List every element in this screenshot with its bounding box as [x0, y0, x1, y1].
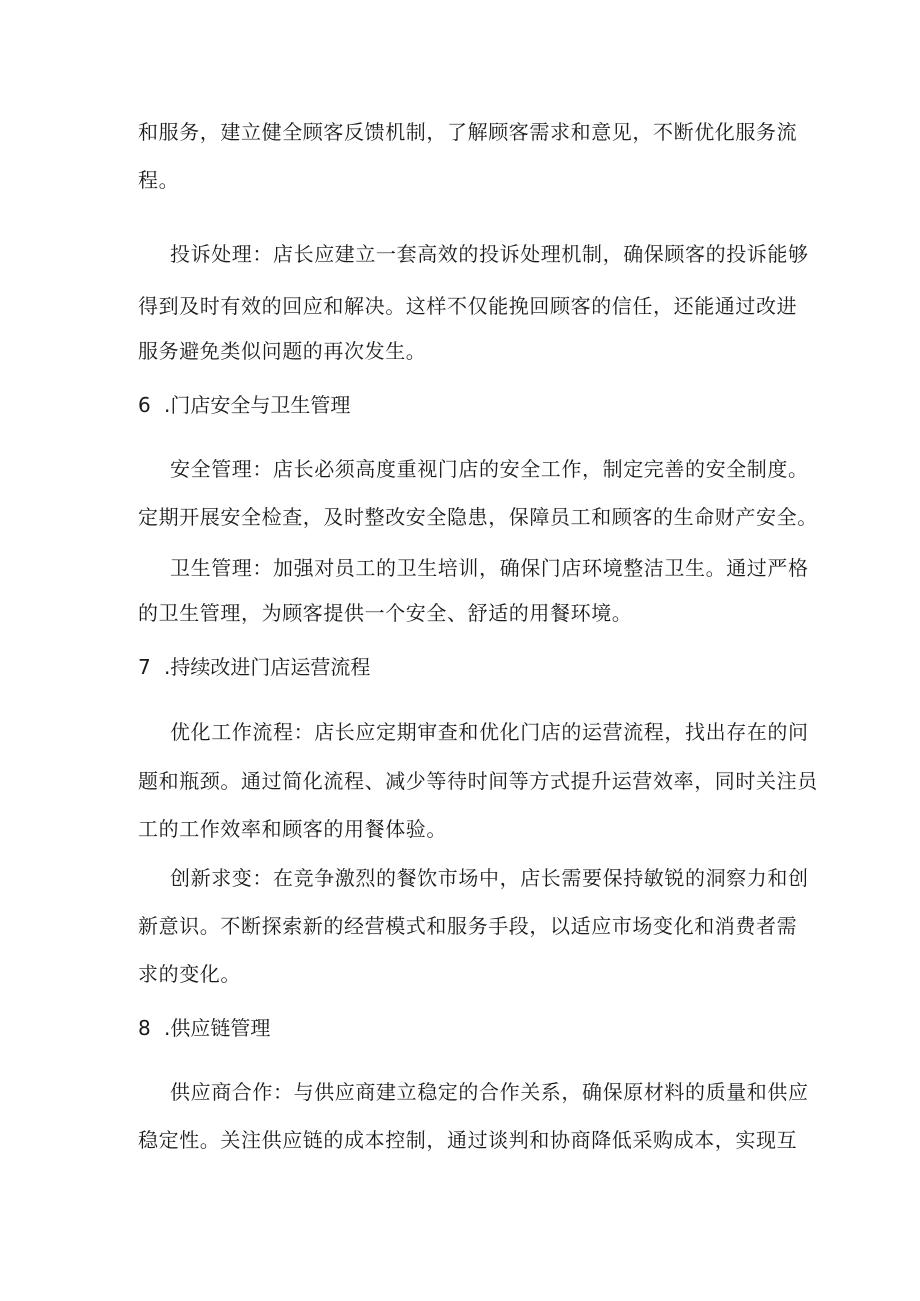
section-number: 7	[138, 655, 151, 679]
paragraph-line: 投诉处理：店长应建立一套高效的投诉处理机制，确保顾客的投诉能够	[170, 242, 809, 266]
paragraph-line: 的卫生管理，为顾客提供一个安全、舒适的用餐环境。	[138, 601, 633, 625]
paragraph-line: 创新求变：在竞争激烈的餐饮市场中，店长需要保持敏锐的洞察力和创	[170, 866, 809, 890]
paragraph-line: 服务避免类似问题的再次发生。	[138, 339, 427, 363]
paragraph-line: 和服务，建立健全顾客反馈机制，了解顾客需求和意见，不断优化服务流	[138, 120, 798, 144]
paragraph-line: 优化工作流程：店长应定期审查和优化门店的运营流程，找出存在的问	[170, 720, 809, 744]
section-heading-6	[138, 391, 350, 419]
paragraph-line: 新意识。不断探索新的经营模式和服务手段，以适应市场变化和消费者需	[138, 914, 798, 938]
paragraph-line: 安全管理：店长必须高度重视门店的安全工作，制定完善的安全制度。	[170, 457, 809, 481]
paragraph-line: 卫生管理：加强对员工的卫生培训，确保门店环境整洁卫生。通过严格	[170, 556, 809, 580]
section-title: .门店安全与卫生管理	[164, 393, 351, 417]
paragraph-line: 求的变化。	[138, 962, 241, 986]
paragraph-line: 供应商合作：与供应商建立稳定的合作关系，确保原材料的质量和供应	[170, 1080, 809, 1104]
paragraph-line: 程。	[138, 168, 180, 192]
section-heading-8	[138, 1014, 270, 1042]
paragraph-line: 得到及时有效的回应和解决。这样不仅能挽回顾客的信任，还能通过改进	[138, 294, 798, 318]
section-title: .供应链管理	[164, 1016, 271, 1040]
section-number: 8	[138, 1016, 151, 1040]
paragraph-line: 工的工作效率和顾客的用餐体验。	[138, 817, 447, 841]
section-title: .持续改进门店运营流程	[164, 655, 371, 679]
paragraph-line: 题和瓶颈。通过简化流程、减少等待时间等方式提升运营效率，同时关注员	[138, 769, 818, 793]
section-heading-7	[138, 653, 370, 681]
section-number: 6	[138, 393, 151, 417]
paragraph-line: 稳定性。关注供应链的成本控制，通过谈判和协商降低采购成本，实现互	[138, 1128, 798, 1152]
paragraph-line: 定期开展安全检查，及时整改安全隐患，保障员工和顾客的生命财产安全。	[138, 505, 818, 529]
